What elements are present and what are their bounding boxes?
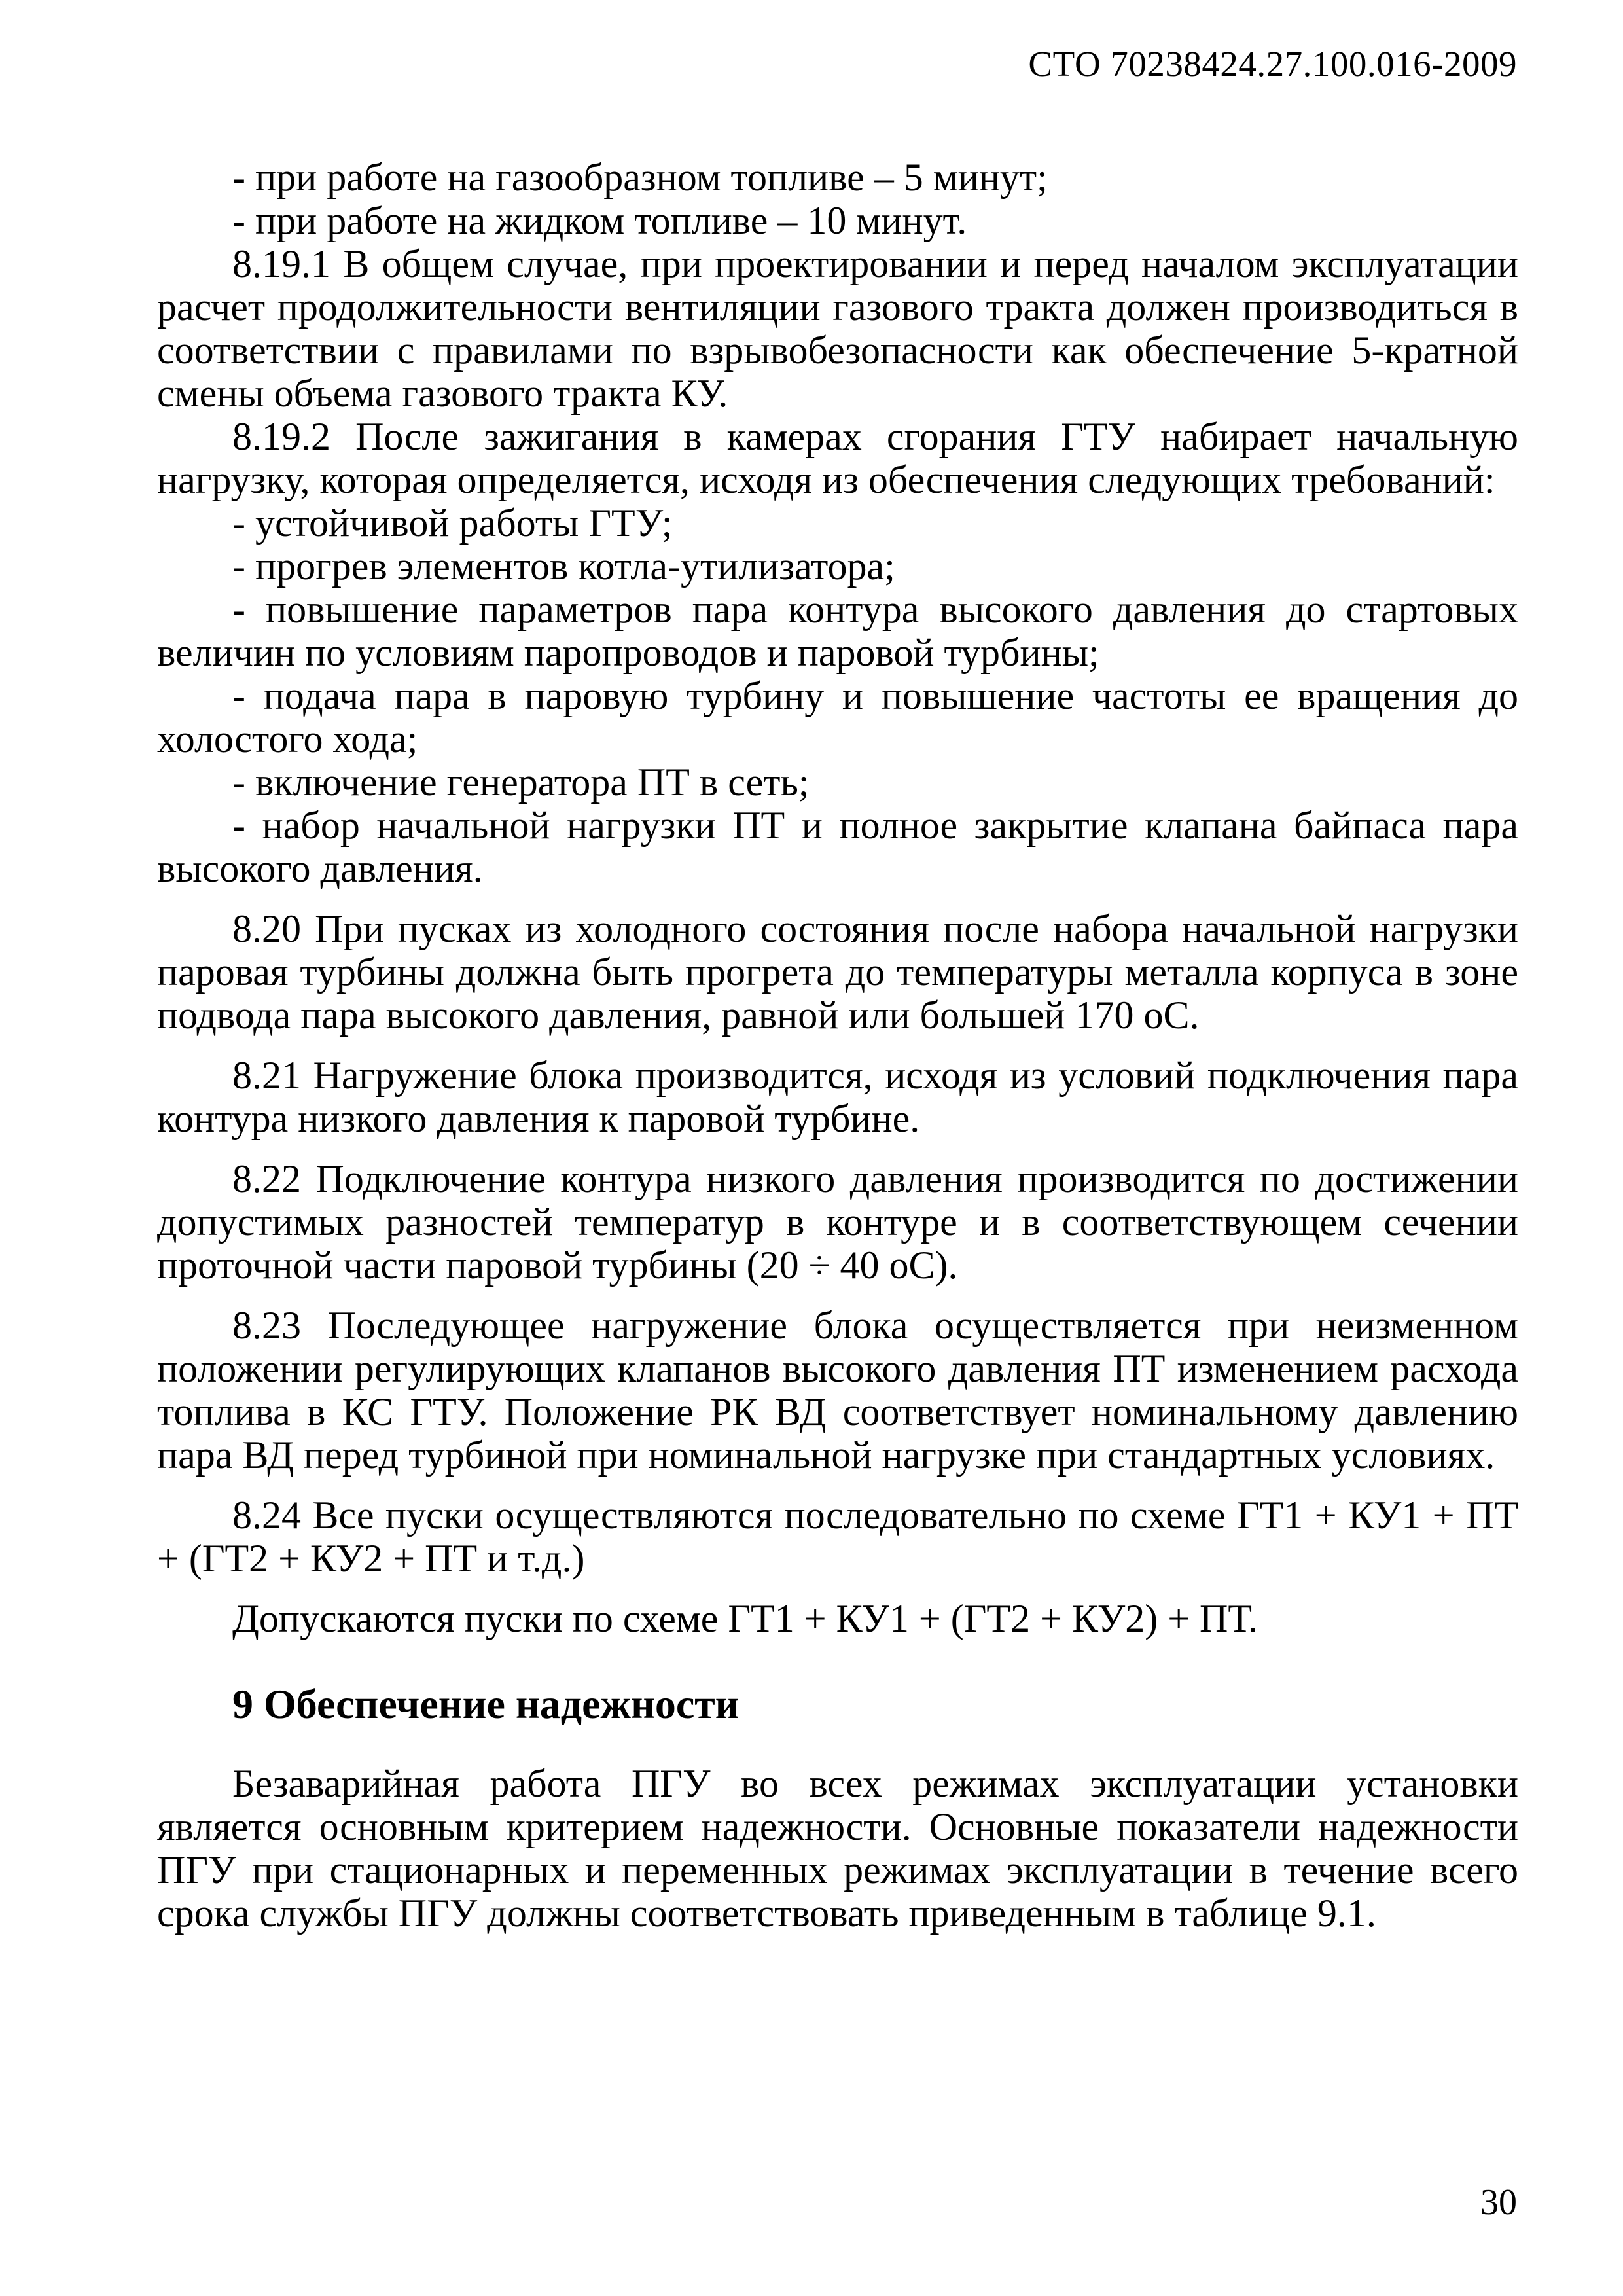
paragraph-alt-schemes: Допускаются пуски по схеме ГТ1 + КУ1 + (ГТ2 + КУ2) + ПТ.	[232, 1597, 1258, 1640]
paragraph-8-19-1: 8.19.1 В общем случае, при проектировании и перед началом эксплуатации расчет продолжительности вентиляции газового тракта должен производиться в соответствии с правилами по взрывобезопасности как обеспечение 5-кратной смены объема газового тракта КУ.	[157, 242, 1518, 415]
paragraph-reliability: Безаварийная работа ПГУ во всех режимах эксплуатации установки является основным критерием надежности. Основные показатели надежности ПГУ при стационарных и переменных режимах эксплуатации в течение всего срока службы ПГУ должны соответствовать приведенным в таблице 9.1.	[157, 1762, 1518, 1935]
list-item: - включение генератора ПТ в сеть;	[232, 761, 810, 804]
paragraph-8-23: 8.23 Последующее нагружение блока осуществляется при неизменном положении регулирующих клапанов высокого давления ПТ изменением расхода топлива в КС ГТУ. Положение РК ВД соответствует номинальному давлению пара ВД перед турбиной при номинальной нагрузке при стандартных условиях.	[157, 1304, 1518, 1477]
list-item: - повышение параметров пара контура высокого давления до стартовых величин по условиям паропроводов и паровой турбины;	[157, 588, 1518, 674]
paragraph-8-24: 8.24 Все пуски осуществляются последовательно по схеме ГТ1 + КУ1 + ПТ + (ГТ2 + КУ2 + ПТ и т.д.)	[157, 1494, 1518, 1580]
paragraph-8-19-2: 8.19.2 После зажигания в камерах сгорания ГТУ набирает начальную нагрузку, которая определяется, исходя из обеспечения следующих требований:	[157, 415, 1518, 501]
section-heading: 9 Обеспечение надежности	[232, 1681, 740, 1727]
list-item: - при работе на газообразном топливе – 5 минут;	[232, 156, 1048, 199]
page-content	[157, 156, 1518, 1935]
list-item: - устойчивой работы ГТУ;	[232, 501, 673, 545]
list-item: - подача пара в паровую турбину и повышение частоты ее вращения до холостого хода;	[157, 674, 1518, 761]
list-item: - прогрев элементов котла-утилизатора;	[232, 545, 895, 588]
page-number: 30	[1480, 2182, 1517, 2223]
paragraph-8-21: 8.21 Нагружение блока производится, исходя из условий подключения пара контура низкого давления к паровой турбине.	[157, 1054, 1518, 1140]
paragraph-8-22: 8.22 Подключение контура низкого давления производится по достижении допустимых разностей температур в контуре и в соответствующем сечении проточной части паровой турбины (20 ÷ 40 оС).	[157, 1157, 1518, 1287]
paragraph-8-20: 8.20 При пусках из холодного состояния после набора начальной нагрузки паровая турбины должна быть прогрета до температуры металла корпуса в зоне подвода пара высокого давления, равной или большей 170 оС.	[157, 907, 1518, 1037]
document-code: СТО 70238424.27.100.016-2009	[1028, 44, 1517, 84]
list-item: - при работе на жидком топливе – 10 минут.	[232, 199, 967, 242]
list-item: - набор начальной нагрузки ПТ и полное закрытие клапана байпаса пара высокого давления.	[157, 804, 1518, 890]
